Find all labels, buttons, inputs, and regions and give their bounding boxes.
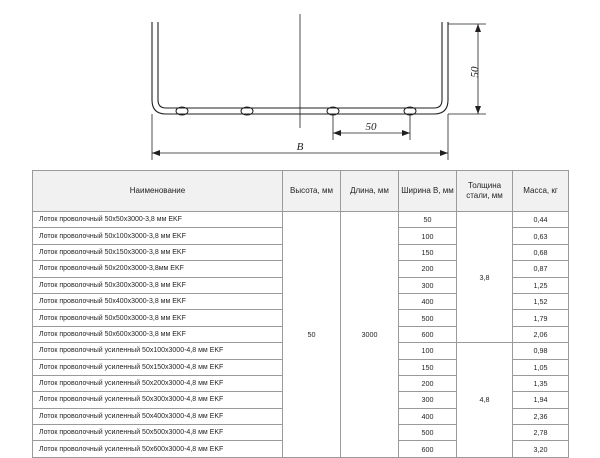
cell-thickness: 4,8	[457, 343, 513, 458]
column-header-height: Высота, мм	[283, 171, 341, 212]
cell-product-name: Лоток проволочный усиленный 50x150x3000-4,8 мм EKF	[33, 359, 283, 375]
cell-thickness: 3,8	[457, 212, 513, 343]
cell-mass: 0,44	[513, 212, 569, 228]
cell-width: 600	[399, 441, 457, 457]
cell-width: 200	[399, 261, 457, 277]
cell-mass: 1,94	[513, 392, 569, 408]
cell-product-name: Лоток проволочный 50x50x3000-3,8 мм EKF	[33, 212, 283, 228]
table-row	[33, 212, 569, 228]
cell-mass: 2,78	[513, 425, 569, 441]
cell-width: 100	[399, 343, 457, 359]
column-header-name: Наименование	[33, 171, 283, 212]
cell-mass: 1,05	[513, 359, 569, 375]
cell-width: 150	[399, 359, 457, 375]
cell-mass: 2,06	[513, 326, 569, 342]
cell-width: 300	[399, 277, 457, 293]
cell-mass: 3,20	[513, 441, 569, 457]
cell-product-name: Лоток проволочный 50x500x3000-3,8 мм EKF	[33, 310, 283, 326]
tray-cross-section-drawing	[0, 0, 600, 170]
cell-mass: 0,68	[513, 244, 569, 260]
cell-width: 400	[399, 408, 457, 424]
cell-mass: 1,35	[513, 375, 569, 391]
cell-width: 400	[399, 293, 457, 309]
cell-mass: 1,25	[513, 277, 569, 293]
cell-width: 500	[399, 310, 457, 326]
cell-product-name: Лоток проволочный усиленный 50x600x3000-4,8 мм EKF	[33, 441, 283, 457]
dimension-width-b: B	[296, 141, 304, 153]
column-header-mass: Масса, кг	[513, 171, 569, 212]
cell-height: 50	[283, 212, 341, 458]
cell-width: 200	[399, 375, 457, 391]
cell-product-name: Лоток проволочный усиленный 50x200x3000-4,8 мм EKF	[33, 375, 283, 391]
cell-product-name: Лоток проволочный усиленный 50x300x3000-4,8 мм EKF	[33, 392, 283, 408]
specification-table	[32, 170, 569, 458]
cell-width: 100	[399, 228, 457, 244]
cell-product-name: Лоток проволочный 50x300x3000-3,8 мм EKF	[33, 277, 283, 293]
cell-mass: 1,79	[513, 310, 569, 326]
cell-product-name: Лоток проволочный 50x200x3000-3,8мм EKF	[33, 261, 283, 277]
cell-product-name: Лоток проволочный усиленный 50x100x3000-4,8 мм EKF	[33, 343, 283, 359]
cell-mass: 0,63	[513, 228, 569, 244]
cell-product-name: Лоток проволочный 50x100x3000-3,8 мм EKF	[33, 228, 283, 244]
table-header-row	[33, 171, 569, 212]
cell-mass: 1,52	[513, 293, 569, 309]
cell-length: 3000	[341, 212, 399, 458]
cell-width: 50	[399, 212, 457, 228]
table-body	[33, 212, 569, 458]
cell-width: 600	[399, 326, 457, 342]
cell-width: 150	[399, 244, 457, 260]
column-header-length: Длина, мм	[341, 171, 399, 212]
cell-mass: 0,98	[513, 343, 569, 359]
cell-product-name: Лоток проволочный усиленный 50x400x3000-4,8 мм EKF	[33, 408, 283, 424]
cell-mass: 0,87	[513, 261, 569, 277]
cell-product-name: Лоток проволочный 50x150x3000-3,8 мм EKF	[33, 244, 283, 260]
dimension-pitch-50: 50	[365, 121, 377, 133]
column-header-width: Ширина B, мм	[399, 171, 457, 212]
specification-table-wrapper	[32, 170, 568, 458]
column-header-thickness: Толщина стали, мм	[457, 171, 513, 212]
cell-width: 500	[399, 425, 457, 441]
cell-product-name: Лоток проволочный 50x600x3000-3,8 мм EKF	[33, 326, 283, 342]
cell-mass: 2,36	[513, 408, 569, 424]
cell-product-name: Лоток проволочный усиленный 50x500x3000-4,8 мм EKF	[33, 425, 283, 441]
dimension-height-50: 50	[469, 66, 481, 78]
cell-width: 300	[399, 392, 457, 408]
cell-product-name: Лоток проволочный 50x400x3000-3,8 мм EKF	[33, 293, 283, 309]
